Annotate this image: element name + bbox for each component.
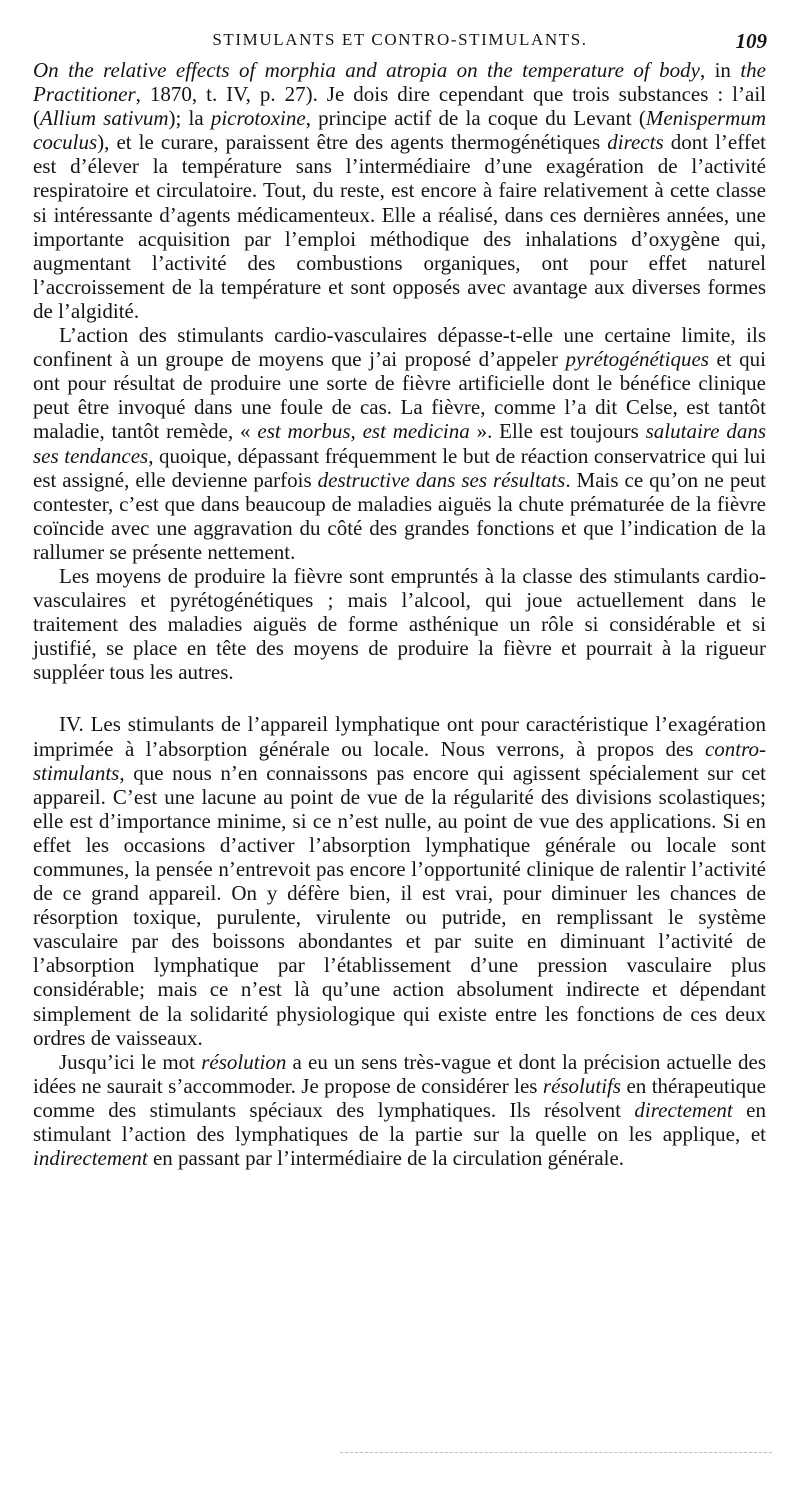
page-header <box>33 30 767 58</box>
italic-text: résolutifs <box>542 1073 622 1098</box>
paragraph <box>33 323 766 564</box>
body-text <box>33 58 766 1170</box>
text-run: , quoique, dépassant fréquemment le but de réaction conservatrice qui lui est assigné, elle devienne parfois <box>33 443 766 492</box>
paragraph <box>33 58 766 323</box>
text-run: . Mais ce qu’on ne peut contester, c’est que dans beaucoup de maladies aiguës la chute prématurée de la fièvre coïncide avec une aggravation du côté des grandes fonctions et que l’indication de la rallumer se présente nettement. <box>33 467 766 564</box>
italic-text: Allium sativum <box>40 106 169 131</box>
text-run: en passant par l’intermédiaire de la circulation générale. <box>147 1146 625 1171</box>
text-run: , que nous n’en connaissons pas encore qui agissent spécialement sur cet appareil. C’est une lacune au point de vue de la régularité des divisions scolastiques; elle est d’importance minime, si ce n’est nulle, au point de vue des applications. Si en effet les occasions d’activer l’absorption lymphatique générale ou locale sont communes, la pensée n’entrevoit pas encore l’opportunité clinique de ralentir l’activité de ce grand appareil. On y défère bien, il est vrai, pour diminuer les chances de résorption toxique, purulente, virulente ou putride, en remplissant le système vasculaire par des boissons abondantes et par suite en diminuant l’activité de l’absorption lymphatique par l’établissement d’une pression vasculaire plus considérable; mais ce n’est là qu’une action absolument indirecte et dépendant simplement de la solidarité physiologique qui existe entre les fonctions de ces deux ordres de vaisseaux. <box>33 760 766 1050</box>
paragraph <box>33 564 766 684</box>
italic-text: résolution <box>201 1049 287 1074</box>
page-number: 109 <box>735 29 767 53</box>
italic-text: destructive dans ses résultats <box>317 467 566 492</box>
italic-text: Menispermum coculus <box>33 106 766 155</box>
paragraph <box>33 1050 766 1170</box>
italic-text: directement <box>634 1097 733 1122</box>
running-title: STIMULANTS ET CONTRO-STIMULANTS. <box>212 30 588 49</box>
italic-text: picrotoxine <box>210 106 306 131</box>
text-run: en stimulant l’action des lymphatiques de la partie sur la quelle on les applique, et <box>33 1097 766 1147</box>
italic-text: salutaire dans ses tendances <box>33 419 766 468</box>
text-run: ». Elle est toujours <box>469 419 646 444</box>
paragraph <box>33 712 766 1049</box>
italic-text: pyrétogénétiques <box>565 347 709 372</box>
text-run: ); la <box>168 106 211 131</box>
italic-text: On the relative effects of morphia and atropia on the temperature of body <box>33 58 700 82</box>
text-run: , principe actif de la coque du Levant ( <box>305 106 646 131</box>
text-run: , in <box>699 58 741 82</box>
text-run: ), et le curare, paraissent être des agents thermogénétiques <box>97 130 608 155</box>
text-run: en thérapeutique comme des stimulants spéciaux des lymphatiques. Ils résolvent <box>33 1073 766 1122</box>
italic-text: contro-stimulants <box>33 736 766 785</box>
footer-rule <box>340 1452 772 1453</box>
text-run: , 1870, t. IV, p. 27). Je dois dire cependant que trois substances : l’ail ( <box>33 82 766 131</box>
italic-text: directs <box>607 130 664 155</box>
text-run: Les moyens de produire la fièvre sont empruntés à la classe des stimulants cardio-vasculaires et pyrétogénétiques ; mais l’alcool, qui joue actuellement dans le traitement des maladies aiguës de forme asthénique un rôle si considérable et si justifié, se place en tête des moyens de produire la fièvre et pourrait à la rigueur suppléer tous les autres. <box>33 563 766 685</box>
italic-text: indirectement <box>33 1146 148 1171</box>
text-run: IV. Les stimulants de l’appareil lymphatique ont pour caractéristique l’exagération imprimée à l’absorption générale ou locale. Nous verrons, à propos des <box>33 712 766 761</box>
italic-text: est morbus, est medicina <box>257 419 470 444</box>
text-run: a eu un sens très-vague et dont la précision actuelle des idées ne saurait s’accommoder. Je propose de considérer les <box>33 1049 767 1098</box>
text-run: L’action des stimulants cardio-vasculaires dépasse-t-elle une certaine limite, ils confinent à un groupe de moyens que j’ai proposé d’appeler <box>33 323 766 372</box>
text-run: Jusqu’ici le mot <box>59 1049 202 1074</box>
text-run: dont l’effet est d’élever la température sans l’intermédiaire d’une exagération de l’activité respiratoire et circulatoire. Tout, du reste, est encore à faire relativement à cette classe si intéressante d’agents médicamenteux. Elle a réalisé, dans ces dernières années, une importante acquisition par l’emploi méthodique des inhalations d’oxygène qui, augmentant l’activité des combustions organiques, ont pour effet naturel l’accroissement de la température et sont opposés avec avantage aux diverses formes de l’algidité. <box>33 130 766 323</box>
text-run: et qui ont pour résultat de produire une sorte de fièvre artificielle dont le bénéfice clinique peut être invoqué dans une foule de cas. La fièvre, comme l’a dit Celse, est tantôt maladie, tantôt remède, « <box>33 347 766 444</box>
italic-text: the Practitioner <box>33 58 766 107</box>
